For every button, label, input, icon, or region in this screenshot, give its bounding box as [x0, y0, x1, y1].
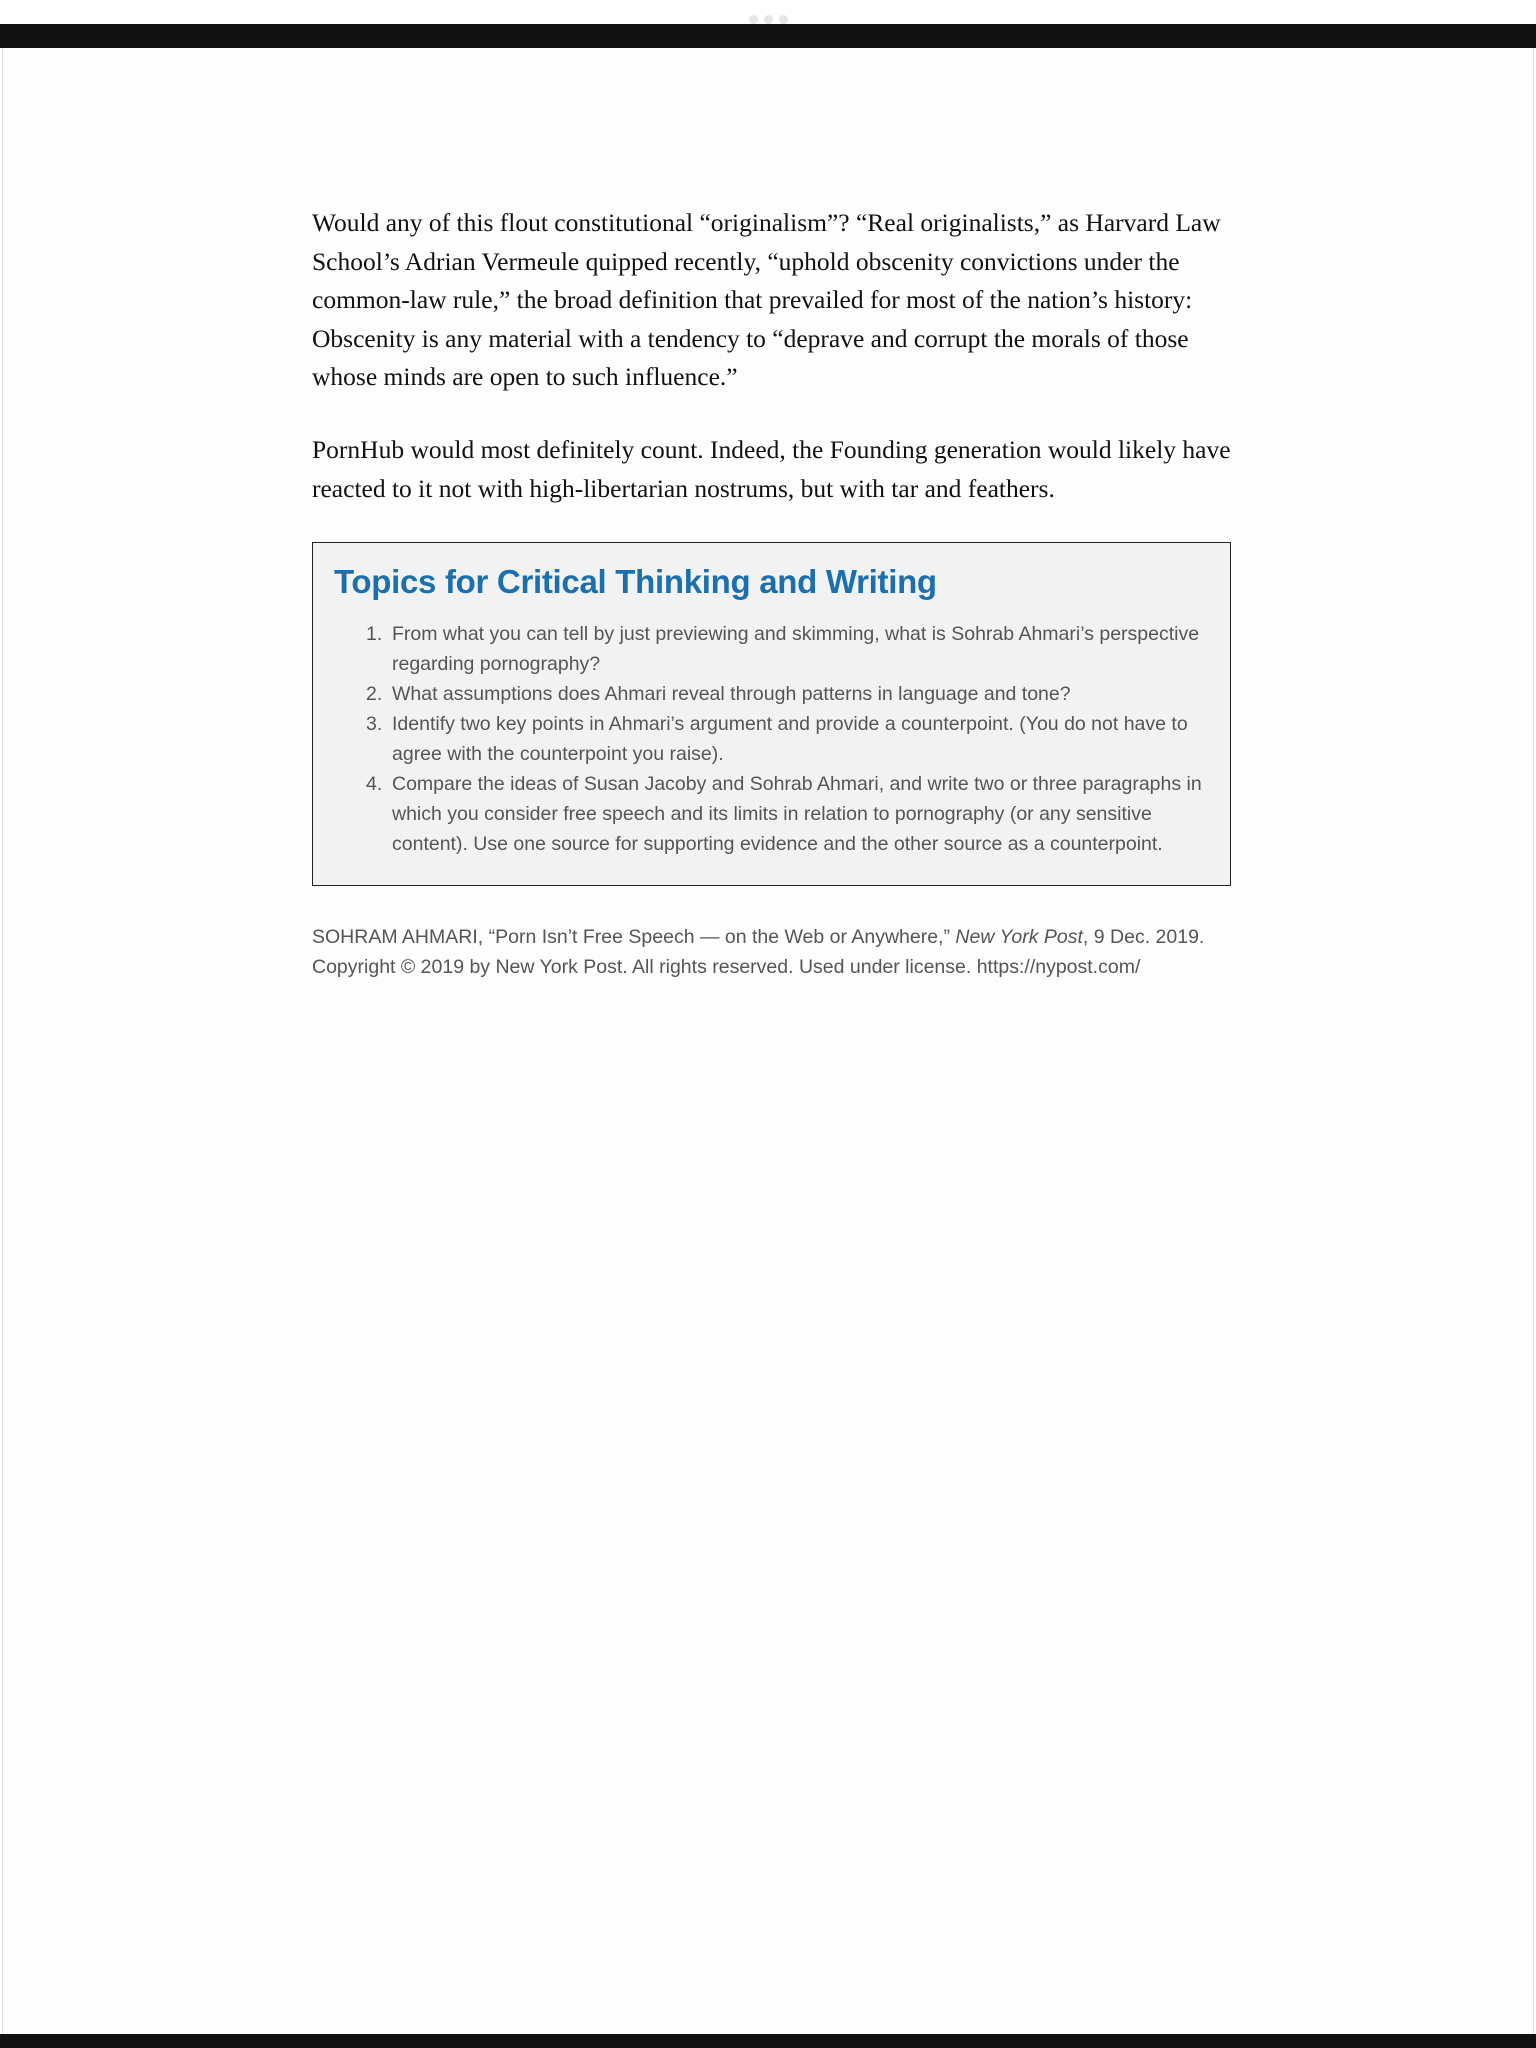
window-drag-handle[interactable]: [744, 14, 792, 24]
topic-text: From what you can tell by just previewing and skimming, what is Sohrab Ahmari’s perspective regarding pornography?: [392, 623, 1200, 676]
body-paragraph-originalism: Would any of this flout constitutional “originalism”? “Real originalists,” as Harvard Law School’s Adrian Vermeule quipped recently, “uphold obscenity convictions under the common-law rule,” the broad definition that prevailed for most of the nation’s history: Obscenity is any material with a tendency to “deprave and corrupt the morals of those whose minds are open to such influence.”: [312, 208, 1221, 392]
topic-item: [366, 709, 1206, 769]
body-paragraph-pornhub: PornHub would most definitely count. Indeed, the Founding generation would likely have reacted to it not with high-libertarian nostrums, but with tar and feathers.: [312, 434, 1231, 503]
topic-item: [366, 619, 1206, 679]
topic-number: 3.: [366, 713, 383, 736]
handle-dot: [779, 15, 788, 24]
topic-item: [366, 679, 1206, 709]
topic-text: Compare the ideas of Susan Jacoby and Sohrab Ahmari, and write two or three paragraphs in which you consider free speech and its limits in relation to pornography (or any sensitive content). Use one source for supporting evidence and the other source as a counterpoint.: [392, 773, 1202, 856]
citation-prefix: SOHRAM AHMARI, “Porn Isn’t Free Speech — on the Web or Anywhere,”: [312, 926, 956, 949]
topics-title: Topics for Critical Thinking and Writing: [334, 563, 937, 601]
citation-suffix: , 9 Dec. 2019.: [1082, 926, 1205, 949]
topic-text: Identify two key points in Ahmari’s argument and provide a counterpoint. (You do not have to agree with the counterpoint you raise).: [392, 713, 1188, 766]
page-content: [312, 204, 1232, 982]
topic-text: What assumptions does Ahmari reveal through patterns in language and tone?: [392, 683, 1071, 706]
topic-number: 1.: [366, 623, 383, 646]
citation-line-1: [312, 922, 1232, 952]
top-toolbar-bar: [0, 24, 1536, 48]
topic-item: [366, 769, 1206, 859]
topics-box: [312, 542, 1231, 886]
source-citation: [312, 922, 1232, 982]
citation-publication: New York Post: [955, 926, 1083, 949]
topics-list: [334, 619, 1206, 859]
bottom-bar: [0, 2034, 1536, 2048]
topic-number: 2.: [366, 683, 383, 706]
handle-dot: [764, 15, 773, 24]
citation-copyright: Copyright © 2019 by New York Post. All rights reserved. Used under license. https://nypost.com/: [312, 956, 1141, 979]
topic-number: 4.: [366, 773, 383, 796]
handle-dot: [749, 15, 758, 24]
